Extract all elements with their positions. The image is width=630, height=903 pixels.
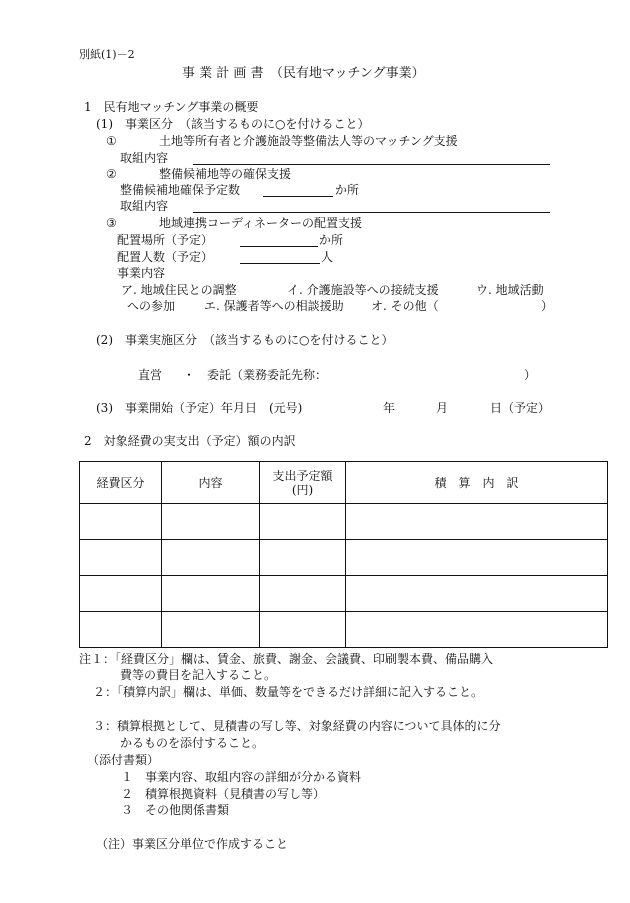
- table-row: [80, 612, 608, 648]
- business-category-heading: (1) 事業区分 （該当するものに○を付けること）: [96, 117, 370, 131]
- attachments-heading: （添付書類）: [87, 753, 160, 767]
- option-1-text: 土地等所有者と介護施設等整備法人等のマッチング支援: [159, 134, 458, 148]
- attachment-item-1: １ 事業内容、取組内容の詳細が分かる資料: [121, 770, 362, 784]
- candidate-count-field[interactable]: [263, 196, 333, 197]
- cell-amount[interactable]: [260, 540, 346, 576]
- cell-content[interactable]: [162, 612, 260, 648]
- option-1-number: ①: [106, 134, 117, 148]
- activity-content-label: 事業内容: [117, 266, 166, 280]
- table-row: [80, 540, 608, 576]
- cell-breakdown[interactable]: [346, 576, 608, 612]
- column-header-amount: [260, 462, 346, 504]
- placement-location-label: 配置場所（予定）: [117, 233, 214, 247]
- option-3-text: 地域連携コーディネーターの配置支援: [159, 216, 363, 230]
- option-1-content-field[interactable]: [193, 164, 550, 165]
- document-id: 別紙(1)－2: [79, 48, 135, 61]
- activity-option-u-continued: への参加: [127, 299, 176, 313]
- start-date-label: (3) 事業開始（予定）年月日 (元号): [96, 401, 303, 415]
- activity-option-o-close: ）: [541, 299, 554, 313]
- cell-category[interactable]: [80, 504, 162, 540]
- footer-note: （注）事業区分単位で作成すること: [96, 837, 289, 851]
- placement-location-field[interactable]: [240, 246, 318, 247]
- option-2-content-label: 取組内容: [120, 199, 169, 213]
- note-1: 注１：「経費区分」欄は、賃金、旅費、謝金、会議費、印刷製本費、備品購入: [79, 652, 494, 666]
- cell-content[interactable]: [162, 540, 260, 576]
- placement-location-unit: か所: [319, 233, 344, 247]
- cell-category[interactable]: [80, 576, 162, 612]
- document-title: 事 業 計 画 書 （民有地マッチング事業）: [182, 66, 425, 81]
- cell-content[interactable]: [162, 576, 260, 612]
- option-2-content-field[interactable]: [193, 212, 550, 213]
- table-header-row: [80, 462, 608, 504]
- implementation-direct: 直営: [138, 368, 163, 382]
- placement-people-label: 配置人数（予定）: [117, 250, 214, 264]
- note-3-continued: かるものを添付すること。: [120, 736, 265, 750]
- cell-amount[interactable]: [260, 504, 346, 540]
- cell-breakdown[interactable]: [346, 540, 608, 576]
- activity-option-a: ア. 地域住民との調整: [121, 283, 237, 297]
- attachment-item-3: ３ その他関係書類: [121, 803, 230, 817]
- candidate-count-label: 整備候補地確保予定数: [120, 183, 241, 197]
- placement-people-unit: 人: [321, 250, 334, 264]
- cell-amount[interactable]: [260, 576, 346, 612]
- activity-option-i: イ. 介護施設等への接続支援: [287, 283, 439, 297]
- cell-amount[interactable]: [260, 612, 346, 648]
- note-3: ３：積算根拠として、見積書の写し等、対象経費の内容について具体的に分: [93, 719, 501, 733]
- cell-breakdown[interactable]: [346, 504, 608, 540]
- column-header-amount-unit: (円): [291, 482, 314, 497]
- start-date-day: 日（予定）: [490, 401, 551, 415]
- option-2-number: ②: [106, 167, 117, 181]
- start-date-month: 月: [436, 401, 449, 415]
- table-row: [80, 504, 608, 540]
- column-header-breakdown: 積 算 内 訳: [346, 462, 608, 504]
- start-date-year: 年: [383, 401, 396, 415]
- cell-content[interactable]: [162, 504, 260, 540]
- implementation-category-heading: (2) 事業実施区分 （該当するものに○を付けること）: [96, 333, 394, 347]
- implementation-separator: ・: [183, 368, 196, 382]
- section-1-heading: 1 民有地マッチング事業の概要: [84, 100, 259, 114]
- cell-category[interactable]: [80, 540, 162, 576]
- attachment-item-2: ２ 積算根拠資料（見積書の写し等）: [121, 787, 326, 801]
- option-3-number: ③: [106, 216, 117, 230]
- option-2-text: 整備候補地等の確保支援: [159, 167, 292, 181]
- activity-option-u: ウ. 地域活動: [476, 283, 544, 297]
- cell-breakdown[interactable]: [346, 612, 608, 648]
- placement-people-field[interactable]: [240, 263, 320, 264]
- expense-table: [79, 461, 608, 648]
- section-2-heading: 2 対象経費の実支出（予定）額の内訳: [84, 434, 296, 448]
- candidate-count-unit: か所: [335, 183, 360, 197]
- table-row: [80, 576, 608, 612]
- column-header-amount-line1: 支出予定額: [272, 468, 333, 483]
- activity-option-e: エ. 保護者等への相談援助: [204, 299, 344, 313]
- column-header-content: 内容: [162, 462, 260, 504]
- column-header-category: 経費区分: [80, 462, 162, 504]
- implementation-consign: 委託（業務委託先称：: [207, 368, 328, 382]
- implementation-consign-close: ）: [524, 368, 537, 382]
- note-2: ２：「積算内訳」欄は、単価、数量等をできるだけ詳細に記入すること。: [93, 685, 484, 699]
- cell-category[interactable]: [80, 612, 162, 648]
- option-1-content-label: 取組内容: [120, 151, 169, 165]
- activity-option-o: オ. その他（: [371, 299, 439, 313]
- note-1-continued: 費等の費目を記入すること。: [120, 668, 277, 682]
